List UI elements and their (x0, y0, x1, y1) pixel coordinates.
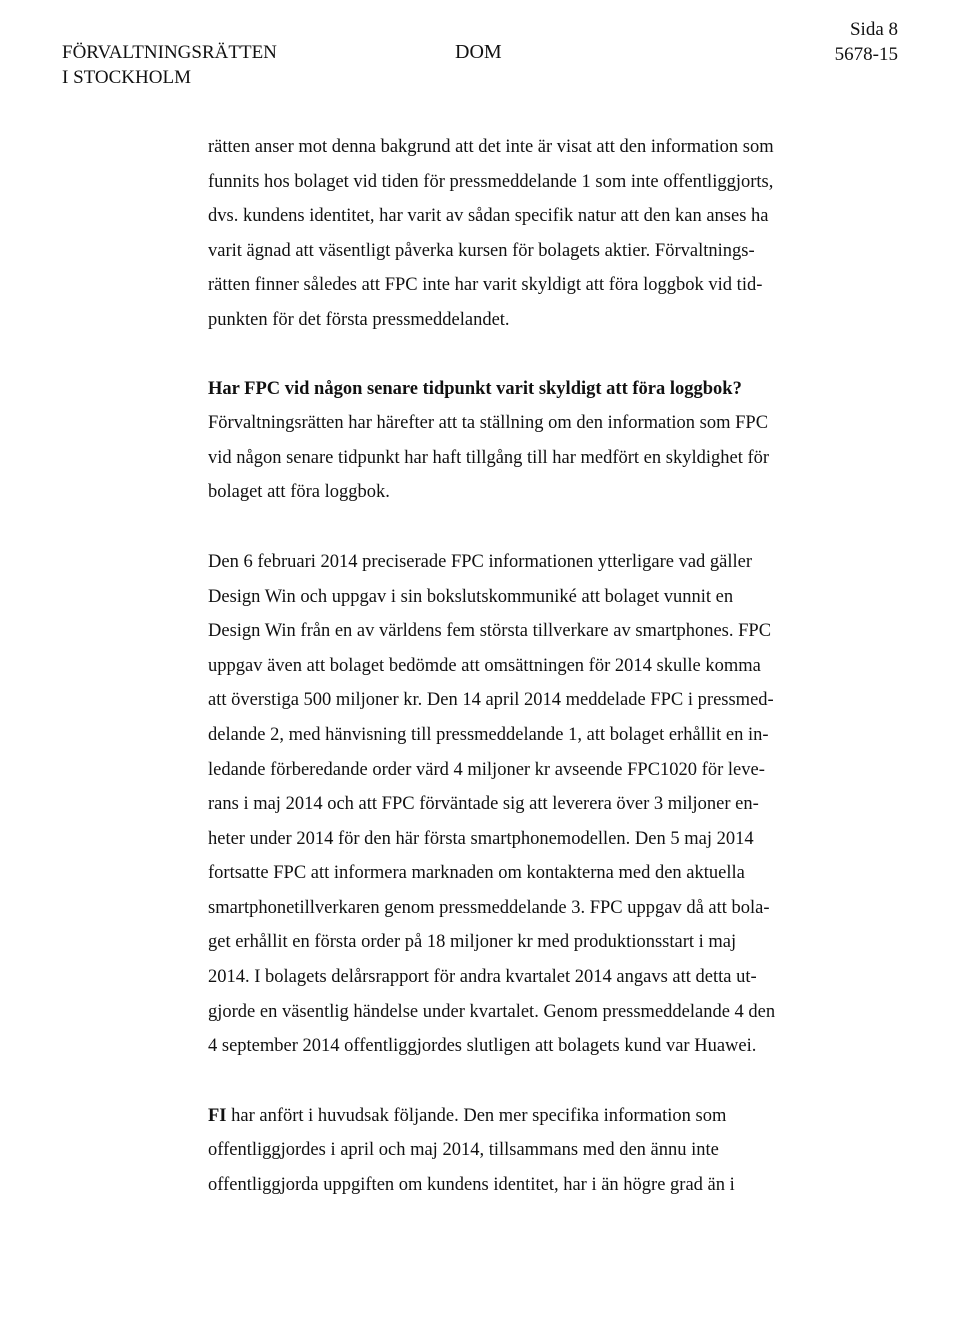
text-line: varit ägnad att väsentligt påverka kursen för bolagets aktier. Förvaltnings- (208, 240, 755, 261)
text-line: offentliggjorda uppgiften om kundens identitet, har i än högre grad än i (208, 1175, 735, 1196)
case-number: 5678-15 (834, 44, 898, 65)
text-line: Design Win och uppgav i sin bokslutskommuniké att bolaget vunnit en (208, 586, 734, 607)
court-name (62, 40, 277, 90)
text-line: fortsatte FPC att informera marknaden om kontakterna med den aktuella (208, 863, 745, 884)
text-line: delande 2, med hänvisning till pressmeddelande 1, att bolaget erhållit en in- (208, 724, 769, 745)
text-line: Förvaltningsrätten har härefter att ta ställning om den information som FPC (208, 413, 769, 434)
text-line: uppgav även att bolaget bedömde att omsättningen för 2014 skulle komma (208, 655, 761, 676)
paragraph-4 (208, 1099, 832, 1203)
text-line: 2014. I bolagets delårsrapport för andra kvartalet 2014 angavs att detta ut- (208, 967, 757, 988)
page-header (0, 0, 960, 100)
text-line: rätten anser mot denna bakgrund att det inte är visat att den information som (208, 137, 774, 157)
court-name-line-2: I STOCKHOLM (62, 67, 191, 88)
text-line: punkten för det första pressmeddelandet. (208, 309, 510, 330)
paragraph-2 (208, 406, 832, 510)
text-line: get erhållit en första order på 18 miljoner kr med produktionsstart i maj (208, 932, 737, 953)
text-fragment: har anfört i huvudsak följande. Den mer specifika information som (226, 1105, 727, 1126)
paragraph-3 (208, 545, 832, 1064)
text-line: rans i maj 2014 och att FPC förväntade sig att leverera över 3 miljoner en- (208, 794, 759, 815)
fi-abbreviation: FI (208, 1105, 227, 1126)
page-info (835, 17, 898, 67)
text-line: vid någon senare tidpunkt har haft tillgång till har medfört en skyldighet för (208, 447, 770, 468)
court-name-line-1: FÖRVALTNINGSRÄTTEN (62, 42, 277, 63)
section-heading: Har FPC vid någon senare tidpunkt varit skyldigt att föra loggbok? (208, 378, 742, 399)
page-number: Sida 8 (849, 19, 898, 40)
text-line: Den 6 februari 2014 preciserade FPC informationen ytterligare vad gäller (208, 551, 753, 572)
text-line: offentliggjordes i april och maj 2014, tillsammans med den ännu inte (208, 1140, 719, 1161)
text-line (208, 1099, 832, 1134)
text-line: smartphonetillverkaren genom pressmeddelande 3. FPC uppgav då att bola- (208, 897, 770, 918)
text-line: 4 september 2014 offentliggjordes slutligen att bolagets kund var Huawei. (208, 1036, 757, 1057)
document-body (208, 130, 832, 1203)
text-line: att överstiga 500 miljoner kr. Den 14 april 2014 meddelade FPC i pressmed- (208, 690, 774, 711)
text-line: bolaget att föra loggbok. (208, 482, 390, 503)
text-line: dvs. kundens identitet, har varit av sådan specifik natur att den kan anses ha (208, 206, 769, 227)
paragraph-1 (208, 130, 832, 338)
text-line: ledande förberedande order värd 4 miljoner kr avseende FPC1020 för leve- (208, 759, 765, 780)
text-line: gjorde en väsentlig händelse under kvartalet. Genom pressmeddelande 4 den (208, 1001, 776, 1022)
text-line: heter under 2014 för den här första smartphonemodellen. Den 5 maj 2014 (208, 828, 754, 849)
text-line: funnits hos bolaget vid tiden för pressmeddelande 1 som inte offentliggjorts, (208, 171, 774, 192)
text-line: Design Win från en av världens fem största tillverkare av smartphones. FPC (208, 621, 772, 642)
text-line: rätten finner således att FPC inte har varit skyldigt att föra loggbok vid tid- (208, 275, 763, 296)
document-type: DOM (455, 41, 502, 63)
